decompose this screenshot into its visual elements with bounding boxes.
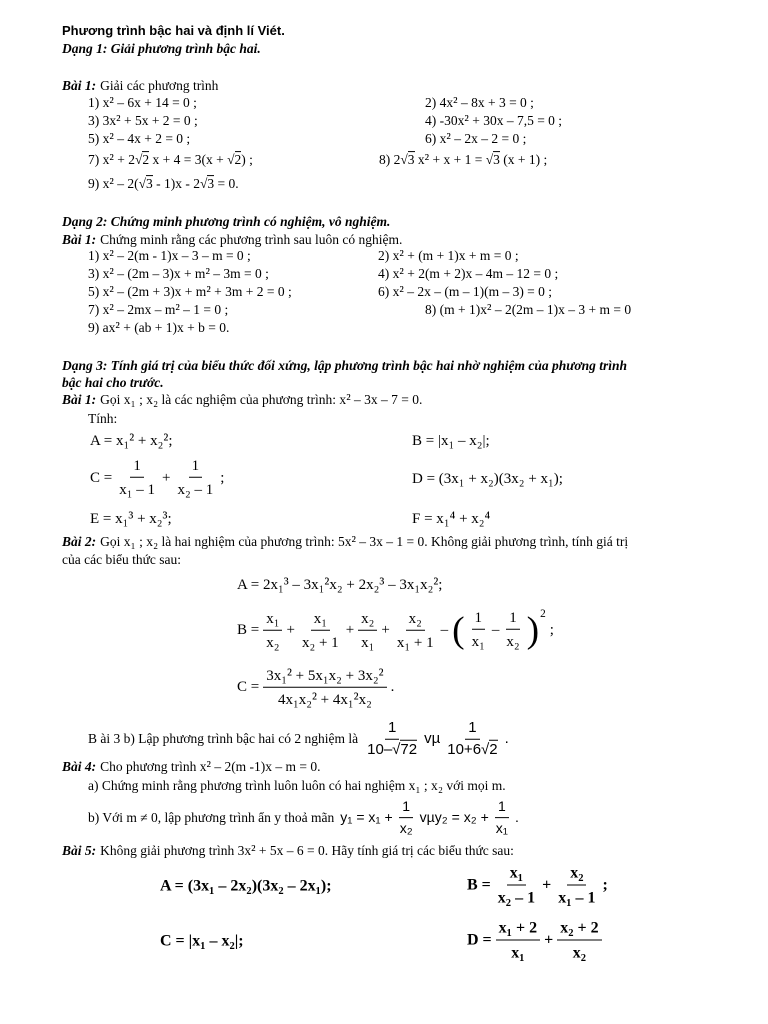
fraction-numerator: 1 <box>495 798 509 818</box>
fraction <box>394 608 437 653</box>
fraction-denominator: x₂ – 1 <box>497 886 536 907</box>
index-digits: ₁ <box>368 631 375 651</box>
index-digits: ₁ <box>506 916 512 937</box>
exercise-instruction: Cho phương trình x² – 2(m -1)x – m = 0. <box>100 759 321 776</box>
index-digits: ₂ <box>309 631 316 651</box>
index-digits: ₂ <box>568 916 574 937</box>
exercise-instruction: Giải các phương trình <box>100 77 219 93</box>
index-digits: ₁ <box>519 941 525 962</box>
formula-d <box>467 917 602 964</box>
section-heading-dang-1: Dạng 1: Giải phương trình bậc hai. <box>62 40 261 56</box>
index-digits: ₂ <box>152 534 159 551</box>
equation-item: 3) x² – (2m – 3)x + m² – 3m = 0 ; <box>88 266 269 283</box>
equation-item: 6) x² – 2x – (m – 1)(m – 3) = 0 ; <box>378 284 553 301</box>
section-heading-dang-2: Dạng 2: Chứng minh phương trình có nghiệm, vô nghiệm. <box>62 213 391 229</box>
fraction-denominator: 4x₁x₂² + 4x₁²x₂ <box>277 688 372 708</box>
equation-item: 3) 3x² + 5x + 2 = 0 ; <box>88 113 198 130</box>
formula-text: B = <box>467 876 491 894</box>
formula-text: A = 2x₁³ – 3x₁²x₂ + 2x₂³ – 3x₁x₂²; <box>237 574 443 593</box>
exercise-label: Bài 2: <box>62 534 97 550</box>
index-digits: ₁ <box>404 631 411 651</box>
index-digits: ₂ <box>368 607 375 627</box>
formula-text: B = <box>237 622 260 638</box>
fraction-denominator: x₁ – 1 <box>119 478 155 498</box>
equation-item: 1) x² – 6x + 14 = 0 ; <box>88 95 197 112</box>
exercise-prompt: Tính: <box>88 410 118 426</box>
index-digits: ² <box>109 302 114 319</box>
index-digits: ₁⁴ <box>443 508 456 527</box>
page-title: Phương trình bậc hai và định lí Viét. <box>62 23 285 39</box>
radicand: 3 <box>207 176 215 192</box>
fraction <box>263 608 282 653</box>
fraction-numerator: 1 <box>189 457 203 478</box>
fraction-numerator: x₂ <box>567 862 586 886</box>
exercise-heading <box>62 759 321 777</box>
formula-text: + <box>345 622 355 638</box>
fraction <box>174 457 216 500</box>
fraction-denominator: x₁ <box>361 631 375 651</box>
index-digits: ² <box>115 320 120 337</box>
index-digits: ₂² <box>372 664 384 684</box>
fraction-numerator: x₁ <box>507 862 526 886</box>
formula-text: C = <box>237 679 260 695</box>
index-digits: ₁ <box>209 874 215 895</box>
fraction-numerator: x₂ <box>358 608 377 631</box>
fraction-numerator: 1 <box>465 719 479 740</box>
fraction-denominator: x₁ <box>511 941 525 962</box>
formula-text: . <box>514 809 519 826</box>
index-digits: ² <box>464 113 469 130</box>
index-digits: ₂ <box>476 430 483 449</box>
radicand: 2 <box>234 152 242 168</box>
exercise-heading <box>62 534 628 552</box>
equation-item: 5) x² – 4x + 2 = 0 ; <box>88 131 191 148</box>
index-digits: ₁ <box>548 468 554 487</box>
radical-sign: √ <box>227 152 235 168</box>
radical-sign: √ <box>392 740 401 758</box>
index-digits: ₂ <box>437 778 443 795</box>
section-heading-dang-3-continued: bậc hai cho trước. <box>62 374 164 390</box>
index-digits: ² <box>116 113 121 130</box>
index-digits: ² <box>351 534 356 551</box>
exercise-label: Bài 1: <box>62 77 97 93</box>
formula-d <box>412 468 563 488</box>
formula-text: + <box>161 470 171 486</box>
formula-text: + <box>542 876 552 894</box>
index-digits: ² <box>109 284 114 301</box>
equation-item: 9) x² – 2(√3 - 1)x - 2√3 = 0. <box>88 176 239 193</box>
formula-text: A = x₁² + x₂²; <box>90 430 173 449</box>
index-digits: ₁ <box>517 861 524 882</box>
index-digits: ₂ <box>470 808 477 826</box>
formula-text: . <box>390 679 395 695</box>
formula-text: vµy₂ = x₂ + <box>419 808 489 826</box>
equation-item: 1) x² – 2(m - 1)x – 3 – m = 0 ; <box>88 248 251 265</box>
index-digits: ² <box>399 248 404 265</box>
fraction-denominator: x₁ – 1 <box>558 886 596 907</box>
index-digits: ₁ <box>273 607 280 627</box>
exercise-heading <box>62 392 422 410</box>
radicand: 3 <box>407 152 415 168</box>
index-digits: ² <box>453 95 458 112</box>
index-digits: ² <box>109 266 114 283</box>
sub-question-b <box>88 798 519 838</box>
formula-text: y₁ = x₁ + <box>340 808 393 826</box>
index-digits: ₂ <box>184 478 191 498</box>
index-digits: ₂ <box>416 607 422 627</box>
index-digits: ₂ <box>229 929 235 950</box>
equation-item: 2) 4x² – 8x + 3 = 0 ; <box>425 95 534 112</box>
radicand: 2 <box>142 152 150 168</box>
index-digits: ₁ <box>458 468 465 487</box>
index-digits: ² <box>205 266 210 283</box>
fraction-denominator: 10+6√2 <box>447 740 498 758</box>
index-digits: ₁ <box>415 778 421 795</box>
fraction-numerator: x₂ + 2 <box>557 917 601 941</box>
y-roots-formula <box>340 798 519 838</box>
formula-text: . <box>504 730 509 747</box>
index-digits: ₁² <box>347 688 359 708</box>
formula-text: ; <box>549 622 554 638</box>
radicand: 3 <box>146 176 153 192</box>
fraction <box>496 917 540 964</box>
index-digits: ² <box>109 152 114 169</box>
index-digits: ₂ <box>406 819 413 837</box>
index-digits: ₂⁴ <box>478 508 491 527</box>
fraction-numerator: x₂ <box>406 608 425 631</box>
formula-text: + <box>381 622 390 638</box>
exercise-instruction: Chứng minh rằng các phương trình sau luôn có nghiệm. <box>100 231 403 247</box>
fraction <box>263 665 386 710</box>
exercise-label: Bài 1: <box>62 392 97 408</box>
index-digits: ₂ <box>505 886 512 907</box>
index-digits: ₂ <box>441 808 448 826</box>
fraction-denominator: x₂ – 1 <box>177 478 214 498</box>
equation-item: 8) 2√3 x² + x + 1 = √3 (x + 1) ; <box>379 152 548 169</box>
fraction-numerator: x₁ + 2 <box>496 917 540 941</box>
index-digits: ₁ <box>566 886 572 907</box>
radical-sign: √ <box>481 740 490 758</box>
index-digits: ₁ <box>375 808 381 826</box>
index-digits: ₂² <box>157 430 169 449</box>
index-digits: ₁ <box>126 478 133 498</box>
fraction-denominator: x₂ <box>572 941 587 962</box>
index-digits: ₁ <box>502 819 508 837</box>
index-digits: ₂ <box>152 392 159 409</box>
equation-item: 7) x² + 2√2 x + 4 = 3(x + √2) ; <box>88 152 253 169</box>
index-digits: ² <box>251 843 256 860</box>
fraction <box>469 609 488 652</box>
fraction <box>493 798 511 838</box>
index-digits: ₂ <box>278 874 284 895</box>
radical-sign: √ <box>134 152 143 168</box>
fraction <box>503 609 522 652</box>
index-digits: ₂² <box>427 574 439 593</box>
exercise-instruction: Gọi x₁ ; x₂ là hai nghiệm của phương trình: 5x² – 3x – 1 = 0. Không giải phương trình, tính giá trị <box>100 534 629 551</box>
index-digits: ² <box>486 302 492 319</box>
radical-sign: √ <box>200 176 208 192</box>
index-digits: ² <box>399 284 404 301</box>
index-digits: ₁ <box>321 607 327 627</box>
formula-c <box>90 457 224 500</box>
index-digits: ₂ <box>578 861 584 882</box>
index-digits: ₁ <box>130 534 136 551</box>
index-digits: ² <box>109 248 114 265</box>
fraction <box>397 798 416 838</box>
index-digits: ₂ <box>246 874 252 895</box>
sub-question-b-text: b) Với m ≠ 0, lập phương trình ẩn y thoả mãn <box>88 809 335 825</box>
formula-a <box>237 574 442 594</box>
formula-a <box>160 874 332 895</box>
exercise-3-line <box>88 719 509 760</box>
formula-text: E = x₁³ + x₂³; <box>90 508 172 527</box>
formula-text: C = |x₁ – x₂|; <box>160 929 244 950</box>
index-digits: ₂ <box>488 468 494 487</box>
index-digits: ₁ <box>347 808 353 826</box>
formula-text: A = (3x₁ – 2x₂)(3x₂ – 2x₁); <box>160 874 332 895</box>
index-digits: ₂ <box>336 664 342 684</box>
radical-sign: √ <box>400 152 408 168</box>
index-digits: ² <box>109 176 114 193</box>
formula-c <box>237 665 394 710</box>
fraction <box>557 917 601 964</box>
index-digits: ₂ <box>580 941 587 962</box>
index-digits: ₁ <box>315 874 321 895</box>
fraction <box>444 719 500 760</box>
index-digits: ₂ <box>336 574 343 593</box>
formula-text: F = x₁⁴ + x₂⁴ <box>412 508 491 527</box>
index-digits: ₂ <box>518 468 525 487</box>
formula-b <box>237 608 554 653</box>
radical-sign: √ <box>485 152 494 168</box>
formula-text: + <box>286 622 295 638</box>
formula-text: D = (3x₁ + x₂)(3x₂ + x₁); <box>412 468 563 487</box>
exercise-instruction: Không giải phương trình 3x² + 5x – 6 = 0. Hãy tính giá trị các biểu thức sau: <box>100 843 514 860</box>
equation-item: 9) ax² + (ab + 1)x + b = 0. <box>88 320 230 337</box>
fraction-numerator: 1 <box>130 457 144 478</box>
equation-item: 2) x² + (m + 1)x + m = 0 ; <box>378 248 519 265</box>
fraction <box>299 608 342 653</box>
roots-formula <box>364 719 509 760</box>
fraction-denominator: x₂ <box>266 631 280 651</box>
formula-text: C = <box>90 470 113 486</box>
index-digits: ² <box>206 284 211 301</box>
fraction-numerator: 1 <box>472 609 486 630</box>
index-digits: ₂ <box>513 630 520 650</box>
index-digits: ² <box>109 95 114 112</box>
index-digits: ₁ <box>448 430 455 449</box>
fraction-numerator: 3x₁² + 5x₁x₂ + 3x₂² <box>263 665 386 688</box>
index-digits: ₂³ <box>373 574 385 593</box>
exercise-heading <box>62 232 402 248</box>
exercise-instruction: Gọi x₁ ; x₂ là các nghiệm của phương trình: x² – 3x – 7 = 0. <box>100 392 423 409</box>
large-parenthesis: ( <box>452 609 465 651</box>
exercise-instruction-continued: của các biểu thức sau: <box>62 551 182 567</box>
exercise-label: Bài 5: <box>62 843 97 859</box>
fraction-numerator: x₁ <box>263 608 282 631</box>
index-digits: ₁ <box>322 664 329 684</box>
index-digits: ² <box>424 152 430 169</box>
formula-b <box>467 862 608 909</box>
index-digits: ² <box>399 266 404 283</box>
index-digits: ₁² <box>281 664 292 684</box>
fraction-denominator: x₁ <box>495 819 508 837</box>
sub-question-a: a) Chứng minh rằng phương trình luôn luôn có hai nghiệm x₁ ; x₂ với mọi m. <box>88 778 506 795</box>
formula-text: D = <box>467 931 492 949</box>
equation-item: 4) x² + 2(m + 2)x – 4m – 12 = 0 ; <box>378 266 559 283</box>
equation-item: 6) x² – 2x – 2 = 0 ; <box>425 131 527 148</box>
exercise-label: Bài 4: <box>62 759 97 775</box>
formula-a <box>90 430 173 450</box>
fraction-denominator: 10–√72 <box>367 740 418 758</box>
equation-item: 5) x² – (2m + 3)x + m² + 3m + 2 = 0 ; <box>88 284 292 301</box>
index-digits: ₂³ <box>156 508 168 527</box>
fraction-denominator: x₂ <box>399 819 413 837</box>
index-digits: ₁³ <box>122 508 134 527</box>
radicand: 72 <box>400 740 418 758</box>
formula-f <box>412 508 490 528</box>
exercise-heading <box>62 78 218 94</box>
fraction-numerator: 1 <box>506 609 520 630</box>
formula-text: vµ <box>424 730 441 747</box>
fraction-numerator: 1 <box>385 719 399 740</box>
index-digits: ₁ <box>200 929 206 950</box>
index-digits: ₁ <box>130 392 136 409</box>
fraction <box>116 457 158 500</box>
equation-item: 7) x² – 2mx – m² – 1 = 0 ; <box>88 302 229 319</box>
index-digits: ₂ <box>273 631 280 651</box>
index-digits: ₂ <box>366 688 372 708</box>
equation-item: 8) (m + 1)x² – 2(2m – 1)x – 3 + m = 0 <box>425 302 632 319</box>
equation-item: 4) -30x² + 30x – 7,5 = 0 ; <box>425 113 563 130</box>
index-digits: ² <box>109 131 114 148</box>
formula-text: ; <box>602 876 608 894</box>
fraction <box>495 862 538 909</box>
fraction <box>555 862 598 909</box>
index-digits: ² <box>175 302 180 319</box>
large-parenthesis: ) <box>526 609 540 651</box>
fraction-denominator: x₂ + 1 <box>301 631 339 651</box>
fraction <box>358 608 377 653</box>
fraction-numerator: x₁ <box>311 608 330 631</box>
index-digits: ₁ <box>414 574 421 593</box>
formula-c <box>160 929 244 950</box>
radicand: 2 <box>489 740 498 758</box>
formula-text: – <box>440 622 449 638</box>
fraction <box>364 719 420 760</box>
index-digits: ₁² <box>123 430 135 449</box>
radicand: 3 <box>493 152 500 168</box>
index-digits: ₂² <box>306 688 317 708</box>
index-digits: ₁³ <box>277 574 289 593</box>
index-digits: ² <box>346 392 351 409</box>
section-heading-dang-3: Dạng 3: Tính giá trị của biểu thức đối xứng, lập phương trình bậc hai nhờ nghiệm của phương trình <box>62 357 627 373</box>
formula-text: B = |x₁ – x₂|; <box>412 430 490 449</box>
fraction-numerator: 1 <box>399 798 413 818</box>
radical-sign: √ <box>138 176 146 192</box>
exercise-instruction: B ài 3 b) Lập phương trình bậc hai có 2 nghiệm là <box>88 730 359 746</box>
fraction-denominator: x₁ + 1 <box>396 631 434 651</box>
index-digits: ₁ <box>292 688 299 708</box>
formula-text: – <box>491 622 500 638</box>
fraction-denominator: x₁ <box>471 630 485 650</box>
formula-b <box>412 430 490 450</box>
index-digits: ₁ <box>479 630 485 650</box>
exercise-heading <box>62 843 514 861</box>
formula-text: ; <box>220 470 225 486</box>
index-digits: ² <box>446 131 451 148</box>
fraction-denominator: x₂ <box>506 630 520 650</box>
index-digits: ² <box>206 759 211 776</box>
formula-text: + <box>544 931 554 949</box>
index-digits: ₁² <box>318 574 330 593</box>
formula-e <box>90 508 172 528</box>
exponent: 2 <box>540 607 546 620</box>
exercise-label: Bài 1: <box>62 231 97 247</box>
